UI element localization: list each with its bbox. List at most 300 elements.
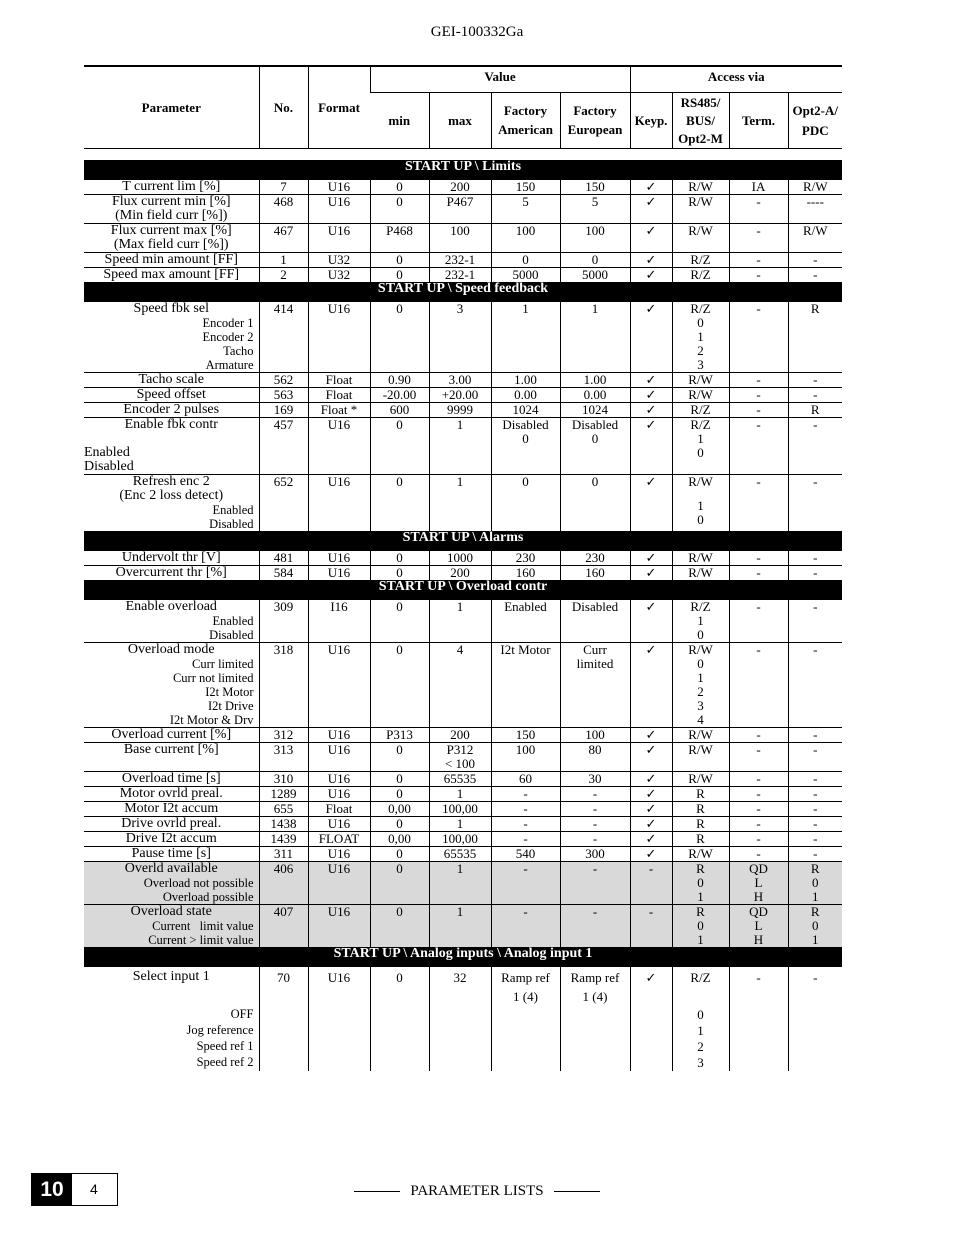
table-cell: 65535: [429, 847, 491, 862]
cell-text: 0: [522, 431, 529, 446]
check-icon: ✓: [630, 600, 672, 643]
table-cell: [84, 905, 259, 948]
table-cell: R/W: [672, 728, 729, 743]
table-cell: 652: [259, 475, 308, 532]
cell-text: 1: [697, 889, 704, 904]
cell-text: Overload time [s]: [121, 771, 221, 786]
table-cell: -: [788, 728, 842, 743]
cell-text: T current lim [%]: [122, 179, 221, 194]
table-cell: R/Z: [672, 253, 729, 268]
table-cell: 1000: [429, 551, 491, 566]
table-cell: R: [672, 802, 729, 817]
cell-text: 0: [697, 627, 704, 642]
table-cell: START UP \ Limits: [84, 160, 842, 180]
option-label: Jog reference: [186, 1023, 254, 1037]
table-cell: -: [560, 832, 630, 847]
table-cell: 0: [491, 253, 560, 268]
table-cell: ----: [788, 195, 842, 224]
table-cell: 80: [560, 743, 630, 772]
table-cell: 0: [560, 475, 630, 532]
table-cell: -: [491, 905, 560, 948]
table-cell: R/W: [672, 373, 729, 388]
table-cell: [672, 967, 729, 1072]
table-row: [84, 847, 842, 862]
table-row: [84, 967, 842, 1072]
table-cell: 540: [491, 847, 560, 862]
cell-text: R/W: [688, 642, 713, 657]
header-parameter: Parameter: [84, 66, 259, 149]
cell-text: Ramp ref: [570, 970, 620, 985]
table-cell: R/W: [672, 224, 729, 253]
table-row: [84, 403, 842, 418]
check-icon: ✓: [630, 418, 672, 475]
table-row: [84, 787, 842, 802]
table-cell: -: [729, 817, 788, 832]
cell-text: 1: [697, 670, 704, 685]
table-cell: 160: [491, 566, 560, 581]
table-cell: 0: [370, 600, 429, 643]
cell-text: Opt2-M: [678, 130, 723, 146]
cell-text: Disabled: [502, 417, 549, 432]
table-cell: 414: [259, 302, 308, 373]
table-cell: 0: [370, 418, 429, 475]
table-cell: R: [672, 787, 729, 802]
check-icon: ✓: [630, 566, 672, 581]
table-cell: 0: [370, 817, 429, 832]
table-cell: U16: [308, 224, 370, 253]
table-cell: -: [729, 787, 788, 802]
cell-text: Pause time [s]: [131, 846, 211, 861]
table-cell: -: [491, 862, 560, 905]
header-keyp: Keyp.: [630, 93, 672, 149]
cell-text: Factory: [573, 103, 617, 118]
table-cell: 0: [370, 772, 429, 787]
table-cell: [84, 418, 259, 475]
table-cell: 312: [259, 728, 308, 743]
table-cell: U16: [308, 772, 370, 787]
table-cell: -: [729, 847, 788, 862]
cell-text: 0: [697, 512, 704, 527]
table-cell: -: [630, 862, 672, 905]
cell-text: 4: [697, 712, 704, 727]
option-label: Current limit value: [152, 919, 254, 933]
option-label: Enabled: [84, 445, 130, 460]
table-cell: -: [729, 832, 788, 847]
table-row: [84, 600, 842, 643]
table-cell: -: [788, 643, 842, 728]
section-overload-contr: [84, 580, 842, 600]
check-icon: ✓: [630, 772, 672, 787]
cell-text: 0: [697, 315, 704, 330]
option-label: Tacho: [223, 344, 254, 358]
header-max: max: [429, 93, 491, 149]
table-cell: U16: [308, 743, 370, 772]
table-cell: -: [788, 817, 842, 832]
table-cell: -: [729, 195, 788, 224]
option-label: OFF: [230, 1007, 254, 1021]
table-cell: 563: [259, 388, 308, 403]
table-cell: [84, 253, 259, 268]
cell-text: 0: [591, 431, 599, 446]
table-cell: 2: [259, 268, 308, 283]
cell-text: 2: [697, 684, 704, 699]
table-cell: 32: [429, 967, 491, 1072]
table-cell: 1: [429, 475, 491, 532]
cell-text: (Max field curr [%]): [113, 237, 229, 252]
table-cell: [84, 475, 259, 532]
table-cell: [84, 373, 259, 388]
table-cell: [672, 600, 729, 643]
footer-rule-left: [354, 1191, 400, 1192]
cell-text: 2: [697, 343, 704, 358]
table-cell: 5: [560, 195, 630, 224]
table-cell: U16: [308, 180, 370, 195]
table-cell: -20.00: [370, 388, 429, 403]
table-row: [84, 268, 842, 283]
cell-text: limited: [576, 656, 614, 671]
table-cell: -: [788, 967, 842, 1072]
table-cell: R/W: [672, 388, 729, 403]
table-cell: 5000: [560, 268, 630, 283]
table-cell: 5: [491, 195, 560, 224]
table-cell: R: [672, 832, 729, 847]
table-cell: [672, 418, 729, 475]
table-row: [84, 862, 842, 905]
table-row: [84, 905, 842, 948]
table-cell: R: [788, 403, 842, 418]
table-cell: [84, 551, 259, 566]
table-cell: -: [729, 388, 788, 403]
cell-text: QD: [749, 861, 768, 876]
table-cell: 318: [259, 643, 308, 728]
table-cell: -: [788, 802, 842, 817]
table-row: [84, 418, 842, 475]
table-cell: 0: [370, 475, 429, 532]
table-cell: [491, 967, 560, 1072]
table-cell: IA: [729, 180, 788, 195]
table-cell: 100,00: [429, 832, 491, 847]
table-cell: 1439: [259, 832, 308, 847]
table-cell: Enabled: [491, 600, 560, 643]
table-row: [84, 373, 842, 388]
cell-text: 0: [697, 656, 704, 671]
table-row: [84, 566, 842, 581]
cell-text: Enable overload: [125, 599, 217, 614]
cell-text: Speed offset: [136, 387, 206, 402]
cell-text: Encoder 2 pulses: [123, 402, 220, 417]
cell-text: RS485/: [680, 94, 721, 110]
table-cell: [84, 566, 259, 581]
table-cell: [84, 772, 259, 787]
table-cell: 0: [370, 743, 429, 772]
table-cell: 0: [370, 253, 429, 268]
cell-text: 2: [697, 1039, 704, 1054]
table-cell: 30: [560, 772, 630, 787]
option-label: Curr limited: [192, 657, 254, 671]
table-cell: 1: [259, 253, 308, 268]
table-cell: 0: [370, 268, 429, 283]
table-cell: 70: [259, 967, 308, 1072]
cell-text: R/Z: [690, 599, 711, 614]
table-cell: 60: [491, 772, 560, 787]
check-icon: ✓: [630, 373, 672, 388]
table-cell: 1024: [491, 403, 560, 418]
cell-text: H: [753, 932, 764, 947]
table-cell: START UP \ Speed feedback: [84, 282, 842, 302]
table-cell: U16: [308, 787, 370, 802]
cell-text: [84, 984, 259, 1006]
table-cell: 1: [429, 905, 491, 948]
table-row: [84, 253, 842, 268]
table-cell: -: [630, 905, 672, 948]
table-cell: U16: [308, 728, 370, 743]
cell-text: Overld available: [124, 861, 218, 876]
option-label: I2t Motor & Drv: [169, 713, 254, 727]
table-cell: 1: [429, 862, 491, 905]
check-icon: ✓: [630, 847, 672, 862]
option-label: Disabled: [209, 517, 254, 531]
check-icon: ✓: [630, 967, 672, 1072]
table-cell: R/W: [672, 772, 729, 787]
table-cell: -: [729, 403, 788, 418]
cell-text: Speed fbk sel: [133, 301, 209, 316]
table-cell: 1: [429, 600, 491, 643]
section-speed-feedback: [84, 282, 842, 302]
table-cell: 0.00: [491, 388, 560, 403]
table-cell: 481: [259, 551, 308, 566]
table-cell: 0: [370, 905, 429, 948]
table-cell: [788, 862, 842, 905]
cell-text: Curr: [583, 642, 607, 657]
table-cell: -: [788, 373, 842, 388]
cell-text: 3: [697, 1055, 704, 1070]
table-cell: -: [788, 600, 842, 643]
table-cell: 150: [491, 180, 560, 195]
header-min: min: [370, 93, 429, 149]
check-icon: ✓: [630, 388, 672, 403]
table-cell: -: [788, 832, 842, 847]
cell-text: Base current [%]: [123, 742, 219, 757]
table-cell: [84, 302, 259, 373]
table-cell: -: [729, 566, 788, 581]
table-cell: -: [491, 832, 560, 847]
table-cell: [84, 388, 259, 403]
table-row: [84, 743, 842, 772]
option-label: Enabled: [212, 503, 254, 517]
check-icon: ✓: [630, 728, 672, 743]
table-cell: [84, 862, 259, 905]
check-icon: ✓: [630, 475, 672, 532]
document-code: GEI-100332Ga: [430, 24, 524, 40]
table-cell: +20.00: [429, 388, 491, 403]
table-cell: [84, 832, 259, 847]
table-cell: 100: [491, 224, 560, 253]
cell-text: R/W: [688, 474, 713, 489]
table-cell: [84, 268, 259, 283]
table-cell: 310: [259, 772, 308, 787]
table-row: [84, 180, 842, 195]
cell-text: 0: [812, 918, 819, 933]
table-cell: -: [729, 743, 788, 772]
cell-text: R: [810, 861, 820, 876]
check-icon: ✓: [630, 643, 672, 728]
table-row: [84, 772, 842, 787]
table-cell: -: [729, 772, 788, 787]
table-cell: [84, 403, 259, 418]
table-cell: U16: [308, 905, 370, 948]
table-cell: 0: [370, 195, 429, 224]
section-analog-input-1: [84, 947, 842, 967]
option-label: Disabled: [209, 628, 254, 642]
table-cell: [491, 418, 560, 475]
table-cell: [84, 195, 259, 224]
table-cell: 562: [259, 373, 308, 388]
check-icon: ✓: [630, 253, 672, 268]
header-factory-european: [560, 93, 630, 149]
table-cell: 230: [560, 551, 630, 566]
table-cell: FLOAT: [308, 832, 370, 847]
table-cell: 0: [370, 967, 429, 1072]
table-cell: [560, 643, 630, 728]
table-cell: [84, 787, 259, 802]
cell-text: H: [753, 889, 764, 904]
cell-text: R/Z: [690, 301, 711, 316]
table-cell: [84, 600, 259, 643]
table-cell: 150: [491, 728, 560, 743]
cell-text: R/Z: [690, 417, 711, 432]
header-factory-american: [491, 93, 560, 149]
table-cell: [672, 643, 729, 728]
footer-section-title: PARAMETER LISTS: [0, 1183, 954, 1200]
cell-text: 1: [697, 932, 704, 947]
table-cell: -: [729, 802, 788, 817]
table-cell: -: [788, 772, 842, 787]
table-cell: -: [560, 862, 630, 905]
cell-text: < 100: [444, 756, 476, 771]
cell-text: 3: [697, 357, 704, 372]
header-opt2: [788, 93, 842, 149]
check-icon: ✓: [630, 268, 672, 283]
check-icon: ✓: [630, 180, 672, 195]
cell-text: Refresh enc 2: [132, 474, 210, 489]
cell-text: Overcurrent thr [%]: [115, 565, 227, 580]
table-cell: -: [729, 600, 788, 643]
table-cell: -: [729, 728, 788, 743]
table-cell: [672, 475, 729, 532]
header-format: Format: [308, 66, 370, 149]
table-cell: 200: [429, 728, 491, 743]
table-cell: 0.90: [370, 373, 429, 388]
table-cell: R/Z: [672, 268, 729, 283]
table-cell: [788, 905, 842, 948]
cell-text: American: [498, 122, 553, 137]
cell-text: European: [567, 122, 623, 137]
table-cell: [84, 224, 259, 253]
table-cell: [672, 862, 729, 905]
table-cell: START UP \ Overload contr: [84, 580, 842, 600]
table-cell: 584: [259, 566, 308, 581]
table-cell: 4: [429, 643, 491, 728]
cell-text: Tacho scale: [138, 372, 204, 387]
check-icon: ✓: [630, 195, 672, 224]
cell-text: Enable fbk contr: [124, 417, 218, 432]
table-cell: 1: [560, 302, 630, 373]
table-cell: -: [729, 475, 788, 532]
cell-text: Drive ovrld preal.: [121, 816, 222, 831]
table-cell: 655: [259, 802, 308, 817]
option-label: I2t Motor: [205, 685, 254, 699]
option-label: I2t Drive: [208, 699, 254, 713]
cell-text: Flux current min [%]: [111, 194, 231, 209]
cell-text: R: [696, 904, 705, 919]
table-cell: 1289: [259, 787, 308, 802]
table-cell: -: [491, 817, 560, 832]
table-cell: 0: [370, 180, 429, 195]
option-label: Curr not limited: [172, 671, 254, 685]
table-cell: 3.00: [429, 373, 491, 388]
cell-text: (Enc 2 loss detect): [119, 488, 224, 503]
table-cell: Float: [308, 388, 370, 403]
table-cell: -: [788, 847, 842, 862]
table-cell: -: [560, 802, 630, 817]
table-row: [84, 643, 842, 728]
table-row: [84, 817, 842, 832]
table-cell: 200: [429, 180, 491, 195]
cell-text: 0: [697, 1007, 704, 1022]
table-cell: -: [788, 566, 842, 581]
cell-text: 3: [697, 698, 704, 713]
table-cell: [84, 817, 259, 832]
table-cell: -: [788, 418, 842, 475]
cell-text: 0: [697, 918, 704, 933]
check-icon: ✓: [630, 551, 672, 566]
table-cell: -: [729, 268, 788, 283]
section-alarms: [84, 531, 842, 551]
table-cell: U32: [308, 253, 370, 268]
cell-text: Flux current max [%]: [110, 223, 232, 238]
table-cell: -: [788, 253, 842, 268]
check-icon: ✓: [630, 832, 672, 847]
cell-text: Drive I2t accum: [125, 831, 217, 846]
table-cell: U16: [308, 817, 370, 832]
table-cell: U16: [308, 195, 370, 224]
table-cell: 0: [491, 475, 560, 532]
check-icon: ✓: [630, 224, 672, 253]
table-cell: 9999: [429, 403, 491, 418]
table-cell: [84, 743, 259, 772]
table-cell: R/W: [672, 180, 729, 195]
table-cell: 160: [560, 566, 630, 581]
table-cell: 7: [259, 180, 308, 195]
table-cell: P468: [370, 224, 429, 253]
table-cell: 1: [491, 302, 560, 373]
table-cell: 65535: [429, 772, 491, 787]
table-cell: 169: [259, 403, 308, 418]
option-label: Armature: [205, 358, 254, 372]
table-cell: U16: [308, 302, 370, 373]
table-cell: R: [672, 817, 729, 832]
table-cell: I2t Motor: [491, 643, 560, 728]
option-label: Speed ref 1: [196, 1039, 254, 1053]
table-cell: [560, 418, 630, 475]
table-row: [84, 551, 842, 566]
table-cell: I16: [308, 600, 370, 643]
cell-text: 1 (4): [582, 989, 608, 1004]
table-cell: 457: [259, 418, 308, 475]
table-cell: Float: [308, 373, 370, 388]
table-cell: 0: [370, 566, 429, 581]
cell-text: Undervolt thr [V]: [121, 550, 221, 565]
